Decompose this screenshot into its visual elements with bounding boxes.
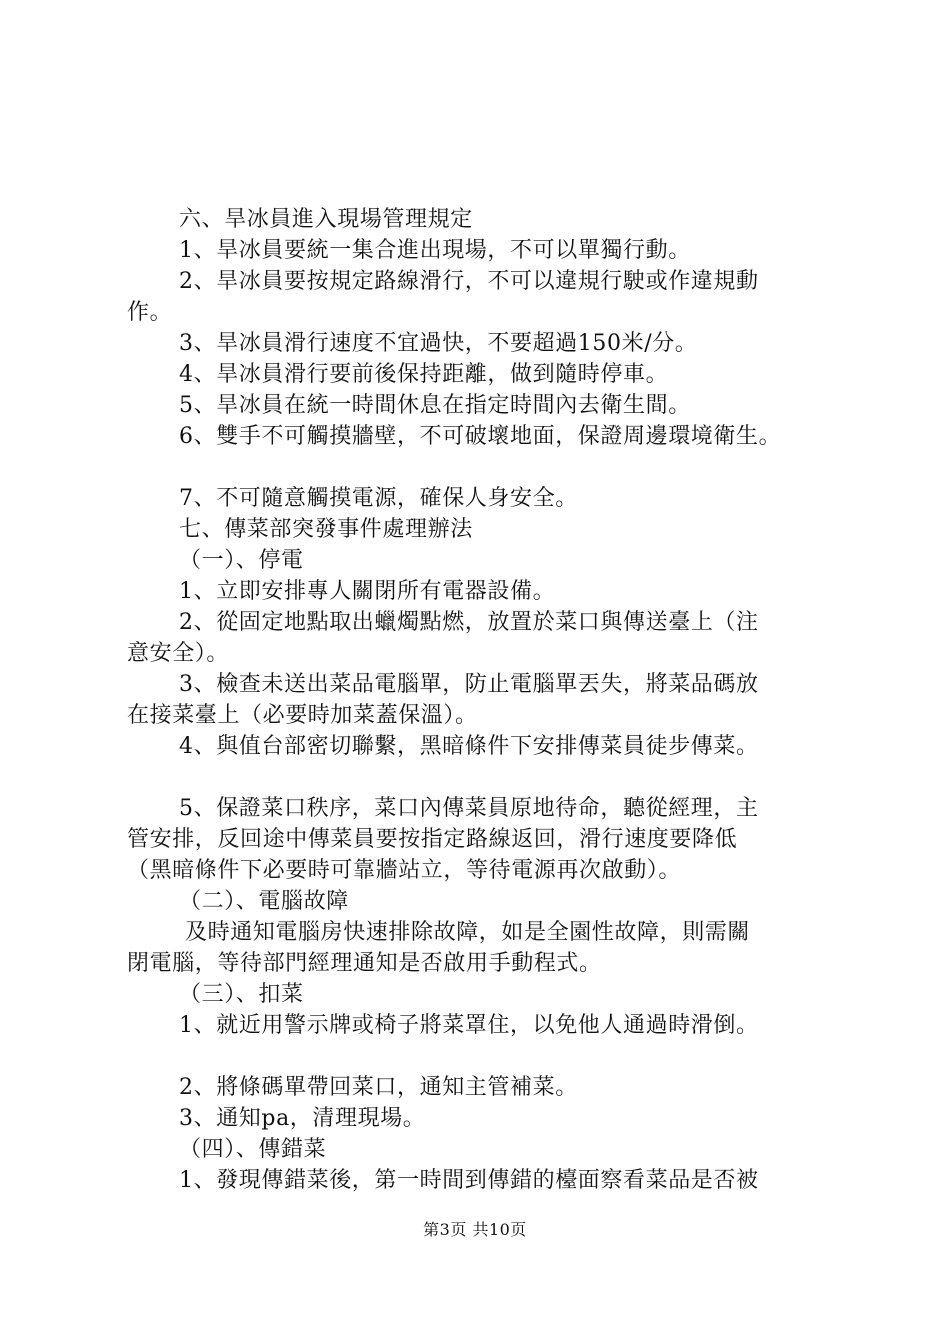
- paragraph-line: 2、旱冰員要按規定路線滑行，不可以違規行駛或作違規動: [179, 269, 759, 294]
- blank-line: [127, 762, 847, 793]
- paragraph-line: 4、旱冰員滑行要前後保持距離，做到隨時停車。: [179, 362, 669, 387]
- paragraph-line: 2、將條碼單帶回菜口，通知主管補菜。: [179, 1075, 578, 1100]
- paragraph-line: 1、立即安排專人關閉所有電器設備。: [179, 579, 556, 604]
- paragraph-line: 3、檢查未送出菜品電腦單，防止電腦單丟失，將菜品碼放: [179, 672, 759, 697]
- paragraph-line: （黑暗條件下必要時可靠牆站立，等待電源再次啟動）。: [127, 858, 682, 883]
- paragraph-line: 意安全）。: [127, 641, 230, 666]
- subsection-heading: （一）、停電: [179, 548, 304, 573]
- section-heading: 六、旱冰員進入現場管理規定: [179, 207, 473, 232]
- document-body: [127, 204, 847, 1196]
- page-footer: 第3页 共10页: [423, 1220, 527, 1239]
- paragraph-line: 2、從固定地點取出蠟燭點燃，放置於菜口與傳送臺上（注: [179, 610, 759, 635]
- paragraph-line: 及時通知電腦房快速排除故障，如是全園性故障，則需關: [185, 920, 751, 945]
- paragraph-line: 作。: [127, 300, 173, 325]
- paragraph-line: 7、不可隨意觸摸電源，確保人身安全。: [179, 486, 578, 511]
- paragraph-line: 閉電腦，等待部門經理通知是否啟用手動程式。: [127, 951, 602, 976]
- paragraph-line: 管安排，反回途中傳菜員要按指定路線返回，滑行速度要降低: [127, 827, 738, 852]
- paragraph-line: 5、旱冰員在統一時間休息在指定時間內去衛生間。: [179, 393, 691, 418]
- paragraph-line: 3、通知pa，清理現場。: [179, 1106, 426, 1131]
- paragraph-line: 1、就近用警示牌或椅子將菜罩住，以免他人通過時滑倒。: [179, 1013, 759, 1038]
- blank-line: [127, 452, 847, 483]
- paragraph-line: 5、保證菜口秩序，菜口內傳菜員原地待命，聽從經理，主: [179, 796, 759, 821]
- paragraph-line: 6、雙手不可觸摸牆壁，不可破壞地面，保證周邊環境衛生。: [179, 424, 782, 449]
- subsection-heading: （四）、傳錯菜: [179, 1137, 327, 1162]
- paragraph-line: 在接菜臺上（必要時加菜蓋保溫）。: [127, 703, 478, 728]
- paragraph-line: 4、與值台部密切聯繫，黑暗條件下安排傳菜員徒步傳菜。: [179, 734, 759, 759]
- section-heading: 七、傳菜部突發事件處理辦法: [179, 517, 473, 542]
- paragraph-line: 1、發現傳錯菜後，第一時間到傳錯的檯面察看菜品是否被: [179, 1168, 759, 1193]
- subsection-heading: （三）、扣菜: [179, 982, 304, 1007]
- paragraph-line: 3、旱冰員滑行速度不宜過快，不要超過150米/分。: [179, 331, 698, 356]
- blank-line: [127, 1041, 847, 1072]
- paragraph-line: 1、旱冰員要統一集合進出現場，不可以單獨行動。: [179, 238, 691, 263]
- subsection-heading: （二）、電腦故障: [179, 889, 349, 914]
